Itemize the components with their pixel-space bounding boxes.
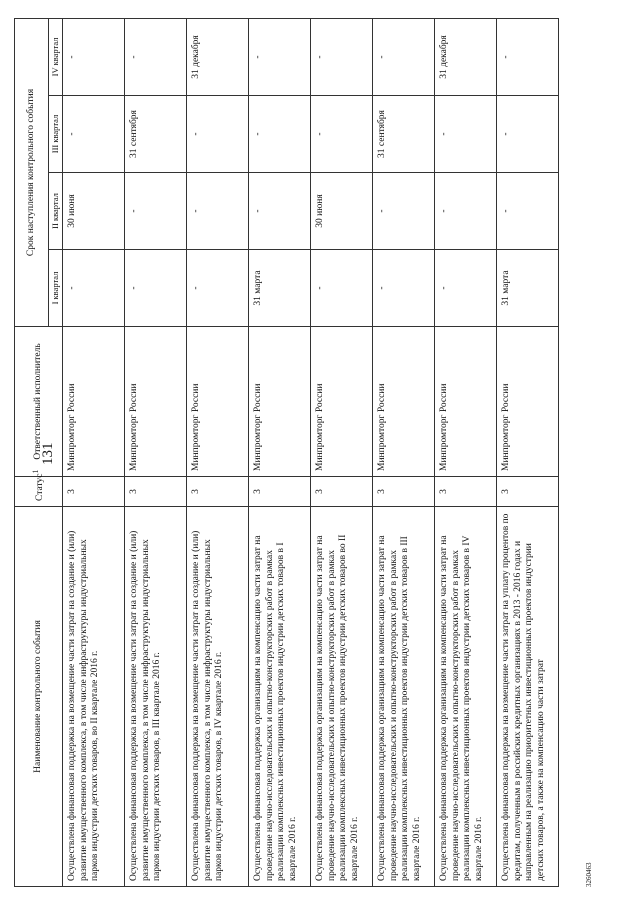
quarter-1-cell: 31 марта [497, 250, 559, 327]
quarter-3-cell: - [435, 96, 497, 173]
executor-cell: Минпромторг России [373, 327, 435, 477]
status-cell: 3 [435, 477, 497, 507]
executor-cell: Минпромторг России [63, 327, 125, 477]
executor-cell: Минпромторг России [311, 327, 373, 477]
status-cell: 3 [125, 477, 187, 507]
quarter-4-cell: - [373, 18, 435, 95]
page-number: 131 [40, 442, 56, 465]
quarter-3-cell: - [187, 96, 249, 173]
quarter-4-cell: 31 декабря [435, 18, 497, 95]
quarter-4-cell: - [497, 18, 559, 95]
quarter-2-cell: 30 июня [63, 173, 125, 250]
executor-cell: Минпромторг России [249, 327, 311, 477]
header-deadline-group: Срок наступления контрольного события [15, 18, 49, 326]
executor-cell: Минпромторг России [435, 327, 497, 477]
table-row [125, 18, 187, 886]
executor-cell: Минпромторг России [125, 327, 187, 477]
event-name-cell: Осуществлена финансовая поддержка организациям на компенсацию части затрат на проведение научно-исследовательских и опытно-конструкторских работ в рамках реализации комплексных инвестиционных проектов индустрии детских товаров в I квартале 2016 г. [249, 507, 311, 887]
status-cell: 3 [187, 477, 249, 507]
quarter-1-cell: 31 марта [249, 250, 311, 327]
header-quarter-2: II квартал [49, 173, 63, 250]
status-cell: 3 [63, 477, 125, 507]
quarter-2-cell: 30 июня [311, 173, 373, 250]
quarter-2-cell: - [249, 173, 311, 250]
event-name-cell: Осуществлена финансовая поддержка на возмещение части затрат на создание и (или) развитие имущественного комплекса, в том числе инфраструктуры индустриальных парков индустрии детских товаров, в IV квартале 2016 г. [187, 507, 249, 887]
table-row [435, 18, 497, 886]
status-cell: 3 [249, 477, 311, 507]
document-id: 3260463 [585, 862, 593, 887]
header-quarter-3: III квартал [49, 96, 63, 173]
quarter-3-cell: 31 сентября [125, 96, 187, 173]
event-name-cell: Осуществлена финансовая поддержка организациям на компенсацию части затрат на проведение научно-исследовательских и опытно-конструкторских работ в рамках реализации комплексных инвестиционных проектов индустрии детских товаров в IV квартале 2016 г. [435, 507, 497, 887]
quarter-2-cell: - [373, 173, 435, 250]
event-name-cell: Осуществлена финансовая поддержка на возмещение части затрат на уплату процентов по кредитам, полученным в российских кредитных организациях в 2013 - 2016 годах и направленным на реализацию приоритетных инвестиционных проектов индустрии детских товаров, а также на компенсацию части затрат [497, 507, 559, 887]
quarter-3-cell: - [311, 96, 373, 173]
event-name-cell: Осуществлена финансовая поддержка на возмещение части затрат на создание и (или) развитие имущественного комплекса, в том числе инфраструктуры индустриальных парков индустрии детских товаров, в III квартале 2016 г. [125, 507, 187, 887]
header-status [15, 469, 63, 507]
quarter-4-cell: 31 декабря [187, 18, 249, 95]
quarter-4-cell: - [249, 18, 311, 95]
table-row [311, 18, 373, 886]
quarter-1-cell: - [435, 250, 497, 327]
quarter-3-cell: 31 сентября [373, 96, 435, 173]
header-quarter-1: I квартал [49, 250, 63, 327]
status-cell: 3 [497, 477, 559, 507]
quarter-1-cell: - [373, 250, 435, 327]
status-cell: 3 [373, 477, 435, 507]
event-name-cell: Осуществлена финансовая поддержка организациям на компенсацию части затрат на проведение научно-исследовательских и опытно-конструкторских работ в рамках реализации комплексных инвестиционных проектов индустрии детских товаров в III квартале 2016 г. [373, 507, 435, 887]
header-event-name: Наименование контрольного события [15, 507, 63, 887]
quarter-1-cell: - [187, 250, 249, 327]
quarter-2-cell: - [435, 173, 497, 250]
quarter-2-cell: - [187, 173, 249, 250]
table-row [373, 18, 435, 886]
quarter-2-cell: - [497, 173, 559, 250]
table-row [187, 18, 249, 886]
event-name-cell: Осуществлена финансовая поддержка организациям на компенсацию части затрат на проведение научно-исследовательских и опытно-конструкторских работ в рамках реализации комплексных инвестиционных проектов индустрии детских товаров во II квартале 2016 г. [311, 507, 373, 887]
header-quarter-4: IV квартал [49, 18, 63, 95]
header-status-text: Статус [34, 473, 45, 501]
table-row [497, 18, 559, 886]
status-cell: 3 [311, 477, 373, 507]
header-executor: Ответственный исполнитель [15, 327, 63, 477]
event-name-cell: Осуществлена финансовая поддержка на возмещение части затрат на создание и (или) развитие имущественного комплекса, в том числе инфраструктуры индустриальных парков индустрии детских товаров, во II квартале 2016 г. [63, 507, 125, 887]
quarter-4-cell: - [63, 18, 125, 95]
quarter-4-cell: - [311, 18, 373, 95]
quarter-3-cell: - [249, 96, 311, 173]
executor-cell: Минпромторг России [497, 327, 559, 477]
quarter-1-cell: - [63, 250, 125, 327]
table-row [63, 18, 125, 886]
quarter-1-cell: - [311, 250, 373, 327]
quarter-1-cell: - [125, 250, 187, 327]
quarter-4-cell: - [125, 18, 187, 95]
control-events-table [14, 18, 559, 887]
table-row [249, 18, 311, 886]
quarter-3-cell: - [63, 96, 125, 173]
executor-cell: Минпромторг России [187, 327, 249, 477]
quarter-2-cell: - [125, 173, 187, 250]
header-status-footnote: 1 [30, 469, 40, 474]
quarter-3-cell: - [497, 96, 559, 173]
